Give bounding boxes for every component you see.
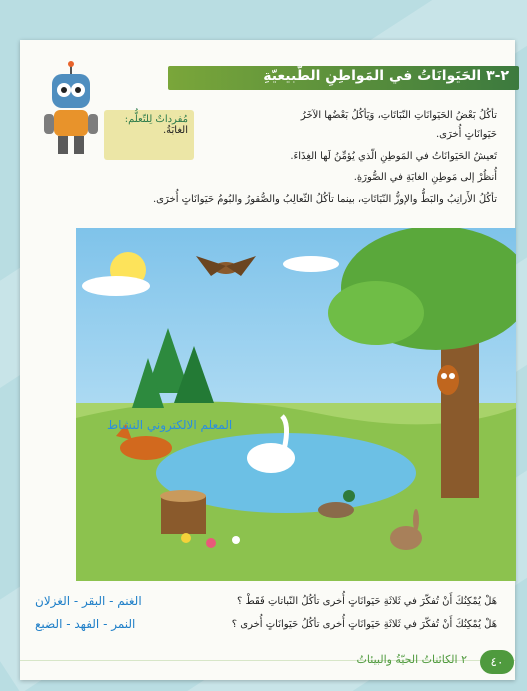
footer-unit-title [357, 653, 467, 666]
question-2: هَلْ يُمْكِنُكَ أَنْ تُفكّرَ في ثَلاثَةِ حَيَوانَاتٍ أُخرى تأكُلُ حَيَوانَاتٍ أُخرى ؟ [231, 619, 497, 630]
paragraph-line-5: تأكُلُ الأَرانِبُ والبَطُّ والإوزُّ النّبَاتَاتِ، بينما تأكُلُ الثّعالِبُ والصُّقورُ والبُومُ حَيَوانَاتٍ أُخرَى. [152, 194, 497, 205]
page-number: ٤٠ [480, 650, 514, 674]
paragraph-line-3: تَعيشُ الحَيَوانَاتُ في المَوطِنِ الّذي يُؤمِّنُ لَها الغِذَاءَ. [290, 151, 497, 162]
vocabulary-term: الغابَةُ. [162, 125, 188, 136]
paragraph-line-1: تأكُلُ بَعْضُ الحَيَوانَاتِ النّبَاتَاتِ، وَيَأكُلُ بَعْضُها الآخَرُ [300, 110, 497, 121]
paragraph-line-4: أُنظُرْ إلى مَوطِنِ الغابَةِ في الصُّورَةِ. [353, 172, 497, 183]
question-1: هَلْ يُمْكِنُكَ أَنْ تُفكّرَ في ثَلاثَةِ حَيَوانَاتٍ أُخرى تأكُلُ النّباتاتِ فَقَطْ ؟ [236, 596, 497, 607]
answer-1: الغنم - البقر - الغزلان [35, 594, 142, 608]
vocabulary-box [104, 110, 194, 160]
paragraph-line-2: حَيَوانَاتٍ أُخرَى. [435, 129, 497, 140]
lesson-title: ٢-٣ الحَيَوانَاتُ في المَواطِنِ الطّبيعيّةِ [263, 68, 509, 84]
watermark-text: المعلم الالكتروني النشاط [107, 418, 233, 432]
forest-habitat-illustration [76, 228, 516, 581]
vocabulary-heading: مُفرداتٌ لِلتّعلُّم: [124, 114, 188, 125]
robot-mascot-icon [40, 60, 102, 160]
lesson-title-bar [168, 66, 519, 90]
unit-title: الكائناتُ الحيّةُ والبيئاتُ [356, 653, 458, 666]
unit-number: ٢ [461, 653, 467, 666]
answer-2: النمر - الفهد - الضبع [35, 617, 136, 631]
